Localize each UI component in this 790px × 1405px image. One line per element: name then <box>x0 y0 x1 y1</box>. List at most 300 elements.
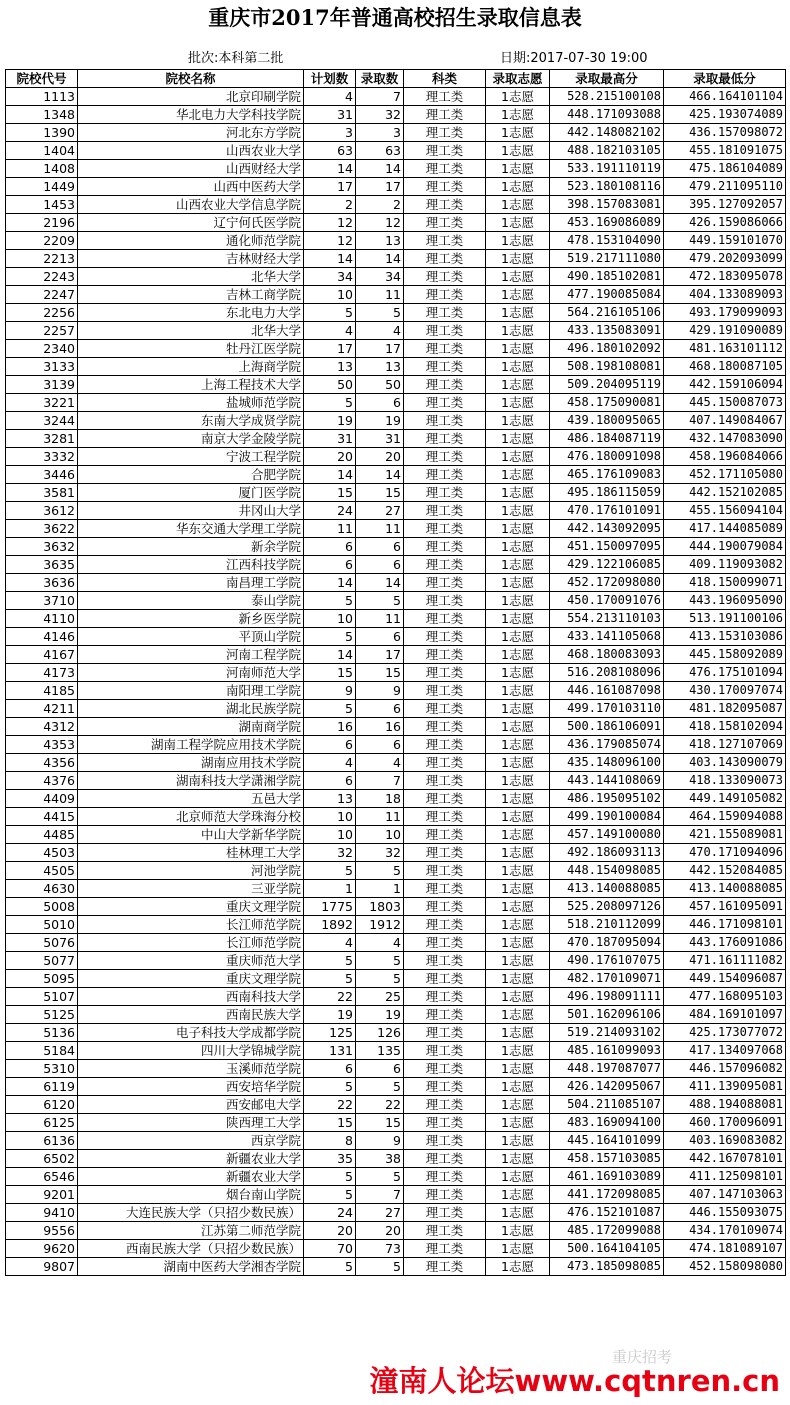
cell-plan: 63 <box>304 142 356 160</box>
cell-choice: 1志愿 <box>486 1168 550 1186</box>
table-row <box>6 520 786 538</box>
cell-name: 湖南应用技术学院 <box>78 754 304 772</box>
cell-max-score: 482.170109071 <box>550 970 664 988</box>
cell-max-score: 413.140088085 <box>550 880 664 898</box>
cell-plan: 15 <box>304 484 356 502</box>
cell-name: 江苏第二师范学院 <box>78 1222 304 1240</box>
cell-code: 6119 <box>6 1078 78 1096</box>
cell-category: 理工类 <box>404 664 486 682</box>
cell-min-score: 468.180087105 <box>664 358 786 376</box>
table-body <box>6 88 786 1276</box>
cell-min-score: 430.170097074 <box>664 682 786 700</box>
cell-min-score: 493.179099093 <box>664 304 786 322</box>
table-row <box>6 826 786 844</box>
cell-plan: 17 <box>304 178 356 196</box>
table-row <box>6 322 786 340</box>
cell-category: 理工类 <box>404 502 486 520</box>
cell-plan: 15 <box>304 664 356 682</box>
cell-admitted: 11 <box>356 610 404 628</box>
cell-admitted: 50 <box>356 376 404 394</box>
cell-plan: 1775 <box>304 898 356 916</box>
table-row <box>6 466 786 484</box>
table-row <box>6 628 786 646</box>
cell-category: 理工类 <box>404 268 486 286</box>
cell-category: 理工类 <box>404 700 486 718</box>
cell-name: 辽宁何氏医学院 <box>78 214 304 232</box>
cell-category: 理工类 <box>404 88 486 106</box>
cell-category: 理工类 <box>404 1114 486 1132</box>
cell-code: 9201 <box>6 1186 78 1204</box>
cell-category: 理工类 <box>404 304 486 322</box>
cell-choice: 1志愿 <box>486 970 550 988</box>
cell-plan: 125 <box>304 1024 356 1042</box>
cell-category: 理工类 <box>404 646 486 664</box>
cell-choice: 1志愿 <box>486 646 550 664</box>
cell-code: 5008 <box>6 898 78 916</box>
table-row <box>6 790 786 808</box>
cell-min-score: 418.127107069 <box>664 736 786 754</box>
cell-category: 理工类 <box>404 826 486 844</box>
cell-choice: 1志愿 <box>486 1222 550 1240</box>
cell-choice: 1志愿 <box>486 1042 550 1060</box>
table-row <box>6 232 786 250</box>
cell-plan: 16 <box>304 718 356 736</box>
cell-choice: 1志愿 <box>486 1132 550 1150</box>
cell-admitted: 1912 <box>356 916 404 934</box>
cell-name: 井冈山大学 <box>78 502 304 520</box>
cell-admitted: 19 <box>356 412 404 430</box>
cell-code: 3281 <box>6 430 78 448</box>
cell-admitted: 32 <box>356 106 404 124</box>
cell-name: 宁波工程学院 <box>78 448 304 466</box>
cell-min-score: 407.147103063 <box>664 1186 786 1204</box>
cell-category: 理工类 <box>404 142 486 160</box>
cell-admitted: 12 <box>356 214 404 232</box>
cell-plan: 5 <box>304 700 356 718</box>
cell-name: 河南工程学院 <box>78 646 304 664</box>
cell-name: 盐城师范学院 <box>78 394 304 412</box>
cell-code: 1453 <box>6 196 78 214</box>
cell-min-score: 442.167078101 <box>664 1150 786 1168</box>
cell-choice: 1志愿 <box>486 1096 550 1114</box>
cell-choice: 1志愿 <box>486 1078 550 1096</box>
cell-choice: 1志愿 <box>486 736 550 754</box>
table-row <box>6 1024 786 1042</box>
cell-code: 1404 <box>6 142 78 160</box>
cell-choice: 1志愿 <box>486 628 550 646</box>
cell-code: 2243 <box>6 268 78 286</box>
cell-choice: 1志愿 <box>486 610 550 628</box>
cell-plan: 10 <box>304 286 356 304</box>
cell-category: 理工类 <box>404 412 486 430</box>
cell-code: 4376 <box>6 772 78 790</box>
cell-choice: 1志愿 <box>486 682 550 700</box>
col-header-name: 院校名称 <box>78 70 304 88</box>
cell-plan: 31 <box>304 430 356 448</box>
cell-choice: 1志愿 <box>486 466 550 484</box>
table-row <box>6 592 786 610</box>
col-header-choice: 录取志愿 <box>486 70 550 88</box>
table-row <box>6 664 786 682</box>
cell-name: 吉林财经大学 <box>78 250 304 268</box>
cell-admitted: 7 <box>356 88 404 106</box>
table-row <box>6 646 786 664</box>
cell-max-score: 496.180102092 <box>550 340 664 358</box>
cell-max-score: 448.171093088 <box>550 106 664 124</box>
cell-plan: 24 <box>304 1204 356 1222</box>
cell-max-score: 457.149100080 <box>550 826 664 844</box>
cell-name: 东南大学成贤学院 <box>78 412 304 430</box>
cell-code: 5076 <box>6 934 78 952</box>
cell-min-score: 425.193074089 <box>664 106 786 124</box>
cell-category: 理工类 <box>404 1186 486 1204</box>
cell-plan: 5 <box>304 862 356 880</box>
cell-code: 1348 <box>6 106 78 124</box>
cell-min-score: 432.147083090 <box>664 430 786 448</box>
cell-min-score: 460.170096091 <box>664 1114 786 1132</box>
cell-min-score: 407.149084067 <box>664 412 786 430</box>
cell-name: 北华大学 <box>78 322 304 340</box>
cell-name: 南京大学金陵学院 <box>78 430 304 448</box>
page-title: 重庆市2017年普通高校招生录取信息表 <box>208 5 582 30</box>
cell-admitted: 10 <box>356 826 404 844</box>
cell-plan: 5 <box>304 952 356 970</box>
cell-max-score: 433.135083091 <box>550 322 664 340</box>
table-row <box>6 970 786 988</box>
cell-choice: 1志愿 <box>486 1258 550 1276</box>
cell-plan: 14 <box>304 160 356 178</box>
cell-category: 理工类 <box>404 340 486 358</box>
cell-choice: 1志愿 <box>486 268 550 286</box>
cell-code: 4185 <box>6 682 78 700</box>
cell-admitted: 6 <box>356 700 404 718</box>
cell-max-score: 470.187095094 <box>550 934 664 952</box>
cell-choice: 1志愿 <box>486 502 550 520</box>
cell-max-score: 458.157103085 <box>550 1150 664 1168</box>
cell-code: 3244 <box>6 412 78 430</box>
cell-plan: 50 <box>304 376 356 394</box>
cell-plan: 3 <box>304 124 356 142</box>
cell-name: 陕西理工大学 <box>78 1114 304 1132</box>
cell-choice: 1志愿 <box>486 340 550 358</box>
cell-admitted: 6 <box>356 736 404 754</box>
cell-admitted: 16 <box>356 718 404 736</box>
cell-admitted: 5 <box>356 952 404 970</box>
cell-plan: 14 <box>304 646 356 664</box>
cell-code: 5136 <box>6 1024 78 1042</box>
cell-code: 4167 <box>6 646 78 664</box>
cell-choice: 1志愿 <box>486 358 550 376</box>
cell-category: 理工类 <box>404 988 486 1006</box>
cell-max-score: 518.210112099 <box>550 916 664 934</box>
cell-category: 理工类 <box>404 1150 486 1168</box>
date-label: 日期:2017-07-30 19:00 <box>500 51 648 66</box>
cell-choice: 1志愿 <box>486 412 550 430</box>
cell-admitted: 15 <box>356 664 404 682</box>
table-row <box>6 430 786 448</box>
cell-choice: 1志愿 <box>486 448 550 466</box>
cell-name: 南阳理工学院 <box>78 682 304 700</box>
cell-plan: 5 <box>304 1186 356 1204</box>
cell-name: 山西农业大学 <box>78 142 304 160</box>
cell-category: 理工类 <box>404 124 486 142</box>
table-row <box>6 412 786 430</box>
cell-name: 电子科技大学成都学院 <box>78 1024 304 1042</box>
cell-code: 6125 <box>6 1114 78 1132</box>
cell-max-score: 519.217111080 <box>550 250 664 268</box>
cell-max-score: 516.208108096 <box>550 664 664 682</box>
cell-admitted: 5 <box>356 1258 404 1276</box>
cell-category: 理工类 <box>404 1006 486 1024</box>
table-row <box>6 574 786 592</box>
cell-max-score: 485.172099088 <box>550 1222 664 1240</box>
cell-choice: 1志愿 <box>486 574 550 592</box>
cell-min-score: 443.176091086 <box>664 934 786 952</box>
cell-choice: 1志愿 <box>486 718 550 736</box>
cell-max-score: 443.144108069 <box>550 772 664 790</box>
cell-admitted: 1 <box>356 880 404 898</box>
cell-min-score: 429.191090089 <box>664 322 786 340</box>
cell-name: 山西农业大学信息学院 <box>78 196 304 214</box>
cell-choice: 1志愿 <box>486 916 550 934</box>
cell-min-score: 409.119093082 <box>664 556 786 574</box>
table-row <box>6 160 786 178</box>
cell-code: 3632 <box>6 538 78 556</box>
cell-max-score: 461.169103089 <box>550 1168 664 1186</box>
table-row <box>6 142 786 160</box>
cell-min-score: 475.186104089 <box>664 160 786 178</box>
cell-category: 理工类 <box>404 952 486 970</box>
cell-admitted: 17 <box>356 646 404 664</box>
cell-code: 1449 <box>6 178 78 196</box>
cell-name: 西安培华学院 <box>78 1078 304 1096</box>
table-row <box>6 988 786 1006</box>
cell-min-score: 455.181091075 <box>664 142 786 160</box>
table-row <box>6 178 786 196</box>
cell-name: 重庆文理学院 <box>78 898 304 916</box>
cell-name: 西南民族大学 <box>78 1006 304 1024</box>
cell-code: 9807 <box>6 1258 78 1276</box>
cell-min-score: 513.191100106 <box>664 610 786 628</box>
cell-max-score: 476.180091098 <box>550 448 664 466</box>
cell-choice: 1志愿 <box>486 1024 550 1042</box>
cell-max-score: 478.153104090 <box>550 232 664 250</box>
cell-max-score: 448.154098085 <box>550 862 664 880</box>
cell-admitted: 4 <box>356 934 404 952</box>
cell-admitted: 7 <box>356 772 404 790</box>
cell-admitted: 6 <box>356 394 404 412</box>
cell-plan: 4 <box>304 322 356 340</box>
cell-min-score: 442.152084085 <box>664 862 786 880</box>
cell-admitted: 7 <box>356 1186 404 1204</box>
cell-min-score: 466.164101104 <box>664 88 786 106</box>
cell-choice: 1志愿 <box>486 484 550 502</box>
cell-min-score: 477.168095103 <box>664 988 786 1006</box>
cell-min-score: 470.171094096 <box>664 844 786 862</box>
cell-name: 玉溪师范学院 <box>78 1060 304 1078</box>
cell-code: 4211 <box>6 700 78 718</box>
table-row <box>6 718 786 736</box>
cell-choice: 1志愿 <box>486 430 550 448</box>
cell-min-score: 418.133090073 <box>664 772 786 790</box>
cell-max-score: 554.213110103 <box>550 610 664 628</box>
cell-min-score: 458.196084066 <box>664 448 786 466</box>
footer-text: 潼南人论坛www.cqtnren.cn <box>369 1364 780 1398</box>
col-header-max-score: 录取最高分 <box>550 70 664 88</box>
cell-admitted: 13 <box>356 358 404 376</box>
cell-admitted: 14 <box>356 466 404 484</box>
col-header-code: 院校代号 <box>6 70 78 88</box>
cell-admitted: 32 <box>356 844 404 862</box>
cell-category: 理工类 <box>404 592 486 610</box>
cell-max-score: 500.164104105 <box>550 1240 664 1258</box>
cell-admitted: 4 <box>356 322 404 340</box>
cell-choice: 1志愿 <box>486 286 550 304</box>
cell-min-score: 481.182095087 <box>664 700 786 718</box>
cell-category: 理工类 <box>404 1096 486 1114</box>
table-row <box>6 1168 786 1186</box>
cell-name: 新疆农业大学 <box>78 1168 304 1186</box>
cell-choice: 1志愿 <box>486 214 550 232</box>
table-row <box>6 268 786 286</box>
cell-choice: 1志愿 <box>486 592 550 610</box>
cell-min-score: 442.159106094 <box>664 376 786 394</box>
cell-plan: 35 <box>304 1150 356 1168</box>
cell-name: 通化师范学院 <box>78 232 304 250</box>
cell-code: 9556 <box>6 1222 78 1240</box>
cell-plan: 4 <box>304 754 356 772</box>
cell-max-score: 429.122106085 <box>550 556 664 574</box>
cell-min-score: 446.155093075 <box>664 1204 786 1222</box>
table-row <box>6 1222 786 1240</box>
cell-code: 6502 <box>6 1150 78 1168</box>
cell-admitted: 14 <box>356 250 404 268</box>
cell-min-score: 476.175101094 <box>664 664 786 682</box>
cell-category: 理工类 <box>404 1024 486 1042</box>
cell-category: 理工类 <box>404 1078 486 1096</box>
cell-plan: 5 <box>304 1168 356 1186</box>
cell-min-score: 444.190079084 <box>664 538 786 556</box>
cell-name: 西南科技大学 <box>78 988 304 1006</box>
cell-min-score: 434.170109074 <box>664 1222 786 1240</box>
cell-admitted: 5 <box>356 862 404 880</box>
cell-max-score: 441.172098085 <box>550 1186 664 1204</box>
batch-label: 批次:本科第二批 <box>188 51 284 66</box>
cell-admitted: 4 <box>356 754 404 772</box>
table-row <box>6 376 786 394</box>
cell-code: 2257 <box>6 322 78 340</box>
cell-category: 理工类 <box>404 754 486 772</box>
table-row <box>6 1132 786 1150</box>
cell-max-score: 501.162096106 <box>550 1006 664 1024</box>
cell-code: 4146 <box>6 628 78 646</box>
cell-min-score: 472.183095078 <box>664 268 786 286</box>
cell-max-score: 426.142095067 <box>550 1078 664 1096</box>
cell-name: 南昌理工学院 <box>78 574 304 592</box>
cell-code: 4356 <box>6 754 78 772</box>
cell-max-score: 509.204095119 <box>550 376 664 394</box>
cell-plan: 14 <box>304 574 356 592</box>
cell-admitted: 6 <box>356 628 404 646</box>
cell-min-score: 445.150087073 <box>664 394 786 412</box>
cell-min-score: 426.159086066 <box>664 214 786 232</box>
table-row <box>6 394 786 412</box>
cell-plan: 8 <box>304 1132 356 1150</box>
table-row <box>6 538 786 556</box>
cell-category: 理工类 <box>404 862 486 880</box>
cell-name: 中山大学新华学院 <box>78 826 304 844</box>
cell-admitted: 34 <box>356 268 404 286</box>
cell-name: 吉林工商学院 <box>78 286 304 304</box>
cell-category: 理工类 <box>404 538 486 556</box>
cell-name: 大连民族大学（只招少数民族） <box>78 1204 304 1222</box>
cell-admitted: 5 <box>356 304 404 322</box>
cell-max-score: 448.197087077 <box>550 1060 664 1078</box>
cell-code: 4173 <box>6 664 78 682</box>
table-row <box>6 250 786 268</box>
cell-min-score: 417.144085089 <box>664 520 786 538</box>
cell-admitted: 27 <box>356 502 404 520</box>
cell-plan: 10 <box>304 826 356 844</box>
table-row <box>6 736 786 754</box>
cell-code: 3612 <box>6 502 78 520</box>
cell-min-score: 436.157098072 <box>664 124 786 142</box>
cell-code: 9410 <box>6 1204 78 1222</box>
cell-admitted: 3 <box>356 124 404 142</box>
cell-admitted: 11 <box>356 520 404 538</box>
cell-name: 牡丹江医学院 <box>78 340 304 358</box>
cell-choice: 1志愿 <box>486 934 550 952</box>
cell-name: 烟台南山学院 <box>78 1186 304 1204</box>
cell-max-score: 446.161087098 <box>550 682 664 700</box>
cell-code: 3332 <box>6 448 78 466</box>
cell-category: 理工类 <box>404 916 486 934</box>
cell-name: 湖北民族学院 <box>78 700 304 718</box>
cell-category: 理工类 <box>404 844 486 862</box>
table-row <box>6 1078 786 1096</box>
cell-max-score: 452.172098080 <box>550 574 664 592</box>
cell-code: 2256 <box>6 304 78 322</box>
cell-category: 理工类 <box>404 430 486 448</box>
table-row <box>6 304 786 322</box>
cell-plan: 5 <box>304 394 356 412</box>
cell-min-score: 403.143090079 <box>664 754 786 772</box>
cell-code: 3636 <box>6 574 78 592</box>
cell-plan: 22 <box>304 1096 356 1114</box>
cell-min-score: 413.153103086 <box>664 628 786 646</box>
cell-name: 厦门医学院 <box>78 484 304 502</box>
cell-code: 5310 <box>6 1060 78 1078</box>
cell-category: 理工类 <box>404 1132 486 1150</box>
cell-plan: 10 <box>304 610 356 628</box>
cell-admitted: 20 <box>356 448 404 466</box>
cell-admitted: 9 <box>356 1132 404 1150</box>
cell-admitted: 2 <box>356 196 404 214</box>
cell-choice: 1志愿 <box>486 1150 550 1168</box>
cell-min-score: 479.211095110 <box>664 178 786 196</box>
cell-plan: 5 <box>304 970 356 988</box>
table-row <box>6 700 786 718</box>
cell-name: 重庆师范大学 <box>78 952 304 970</box>
cell-choice: 1志愿 <box>486 772 550 790</box>
cell-category: 理工类 <box>404 898 486 916</box>
cell-max-score: 523.180108116 <box>550 178 664 196</box>
cell-category: 理工类 <box>404 286 486 304</box>
cell-code: 5095 <box>6 970 78 988</box>
cell-max-score: 442.148082102 <box>550 124 664 142</box>
cell-min-score: 449.159101070 <box>664 232 786 250</box>
cell-code: 5125 <box>6 1006 78 1024</box>
